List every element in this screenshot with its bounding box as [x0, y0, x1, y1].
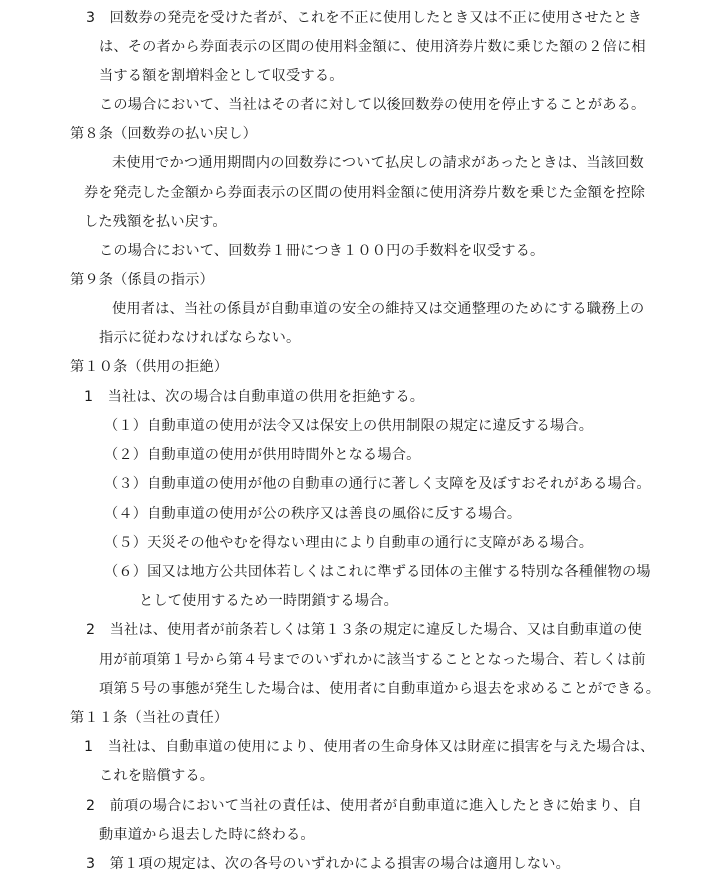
- text-line: 2 前項の場合において当社の責任は、使用者が自動車道に進入したときに始まり、自: [86, 798, 642, 814]
- text-line: この場合において、回数券１冊につき１００円の手数料を収受する。: [99, 243, 545, 259]
- text-line: 動車道から退去した時に終わる。: [99, 827, 315, 843]
- article-heading: 第１１条（当社の責任）: [70, 710, 229, 726]
- article-heading: 第９条（係員の指示）: [70, 272, 214, 288]
- text-line: 券を発売した金額から券面表示の区間の使用料金額に使用済券片数を乗じた金額を控除: [84, 185, 646, 201]
- text-line: は、その者から券面表示の区間の使用料金額に、使用済券片数に乗じた額の２倍に相: [99, 39, 646, 55]
- text-line: 項第５号の事態が発生した場合は、使用者に自動車道から退去を求めることができる。: [99, 681, 661, 697]
- text-line: 指示に従わなければならない。: [99, 330, 301, 346]
- text-line: これを賠償する。: [99, 768, 215, 784]
- text-line: 3 回数券の発売を受けた者が、これを不正に使用したとき又は不正に使用させたとき: [86, 10, 642, 26]
- text-line: 1 当社は、自動車道の使用により、使用者の生命身体又は財産に損害を与えた場合は、: [84, 739, 655, 755]
- text-line: 当する額を割増料金として収受する。: [99, 68, 344, 84]
- list-item: （２）自動車道の使用が供用時間外となる場合。: [104, 447, 421, 463]
- text-line: 用が前項第１号から第４号までのいずれかに該当することとなった場合、若しくは前: [99, 652, 646, 668]
- text-line: 1 当社は、次の場合は自動車道の供用を拒絶する。: [84, 389, 425, 405]
- article-heading: 第８条（回数券の払い戻し）: [70, 126, 258, 142]
- list-item: （１）自動車道の使用が法令又は保安上の供用制限の規定に違反する場合。: [104, 418, 594, 434]
- text-line: 2 当社は、使用者が前条若しくは第１３条の規定に違反した場合、又は自動車道の使: [86, 622, 642, 638]
- article-heading: 第１０条（供用の拒絶）: [70, 359, 229, 375]
- text-line: として使用するため一時閉鎖する場合。: [139, 593, 398, 609]
- text-line: この場合において、当社はその者に対して以後回数券の使用を停止することがある。: [99, 97, 646, 113]
- text-line: 未使用でかつ通用期間内の回数券について払戻しの請求があったときは、当該回数: [112, 155, 644, 171]
- list-item: （５）天災その他やむを得ない理由により自動車の通行に支障がある場合。: [104, 535, 594, 551]
- list-item: （３）自動車道の使用が他の自動車の通行に著しく支障を及ぼすおそれがある場合。: [104, 476, 651, 492]
- text-line: 3 第１項の規定は、次の各号のいずれかによる損害の場合は適用しない。: [86, 856, 571, 872]
- text-line: した残額を払い戻す。: [84, 214, 227, 230]
- list-item: （６）国又は地方公共団体若しくはこれに準ずる団体の主催する特別な各種催物の場: [104, 564, 651, 580]
- list-item: （４）自動車道の使用が公の秩序又は善良の風俗に反する場合。: [104, 506, 522, 522]
- text-line: 使用者は、当社の係員が自動車道の安全の維持又は交通整理のためにする職務上の: [112, 301, 645, 317]
